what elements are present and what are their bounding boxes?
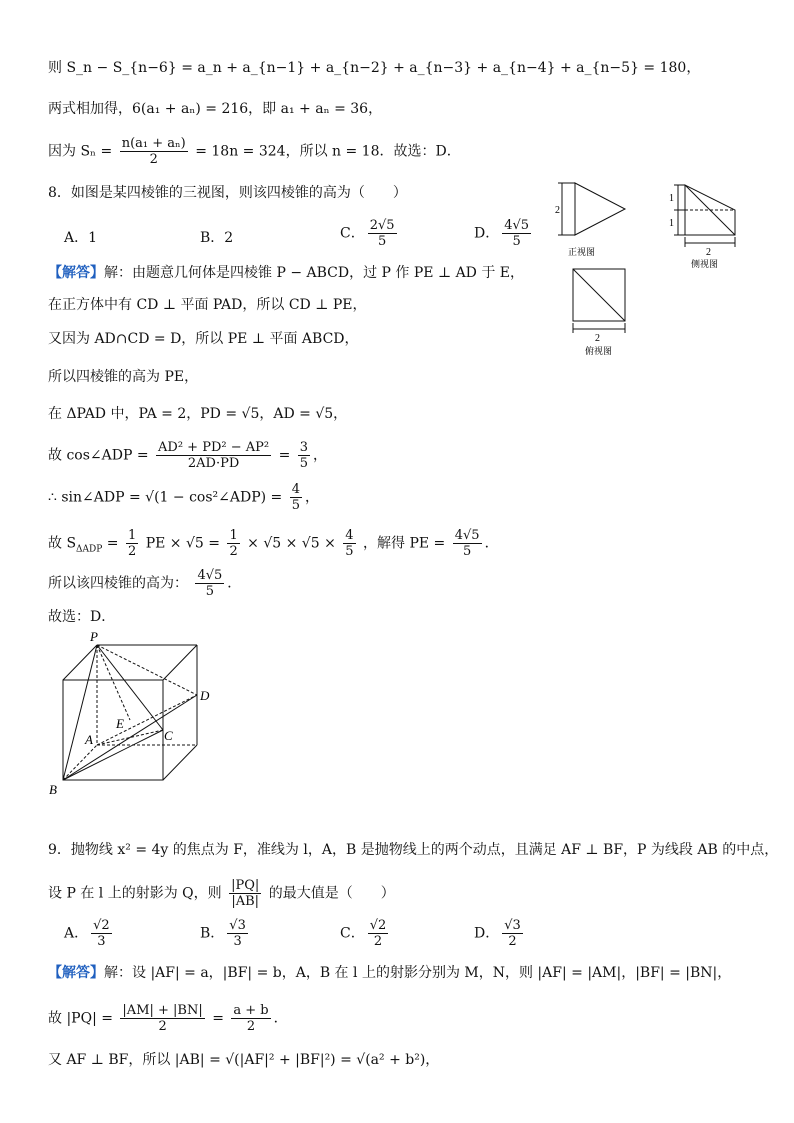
denominator: 2 (246, 1019, 256, 1034)
cube-pyramid-figure (40, 628, 230, 800)
text: ， (305, 489, 320, 506)
label: D． (474, 225, 500, 242)
answer-tag: 【解答】 (48, 265, 104, 281)
label: B． (200, 925, 225, 942)
side-dim-width-label: 2 (706, 247, 711, 258)
text: 两式相加得，6(a (48, 101, 155, 117)
fraction (368, 218, 397, 249)
denominator: 5 (291, 498, 301, 513)
numerator: √2 (93, 918, 110, 933)
equation-line-2 (48, 99, 382, 119)
solution-9-line-3: 又 AF ⊥ BF，所以 |AB| = √(|AF|² + |BF|²) = √(a² + b²)， (48, 1052, 440, 1068)
solution-line-2: 在正方体中有 CD ⊥ 平面 PAD，所以 CD ⊥ PE， (48, 297, 367, 313)
top-dim-label: 2 (595, 333, 600, 344)
denominator: 2 (158, 1019, 167, 1034)
side-dim-bottom-label: 1 (669, 218, 674, 229)
numerator: √2 (369, 918, 387, 933)
numerator: 4√5 (454, 528, 480, 543)
text: = (106, 535, 119, 552)
text: ₙ) = 216，即 a₁ + aₙ = 36， (189, 101, 383, 117)
text: 故 |PQ| = (48, 1010, 113, 1027)
numerator: 1 (229, 528, 238, 543)
text: PE × √5 = (145, 535, 220, 552)
solution-line-3: 又因为 AD∩CD = D，所以 PE ⊥ 平面 ABCD， (48, 331, 359, 347)
denominator: 5 (512, 234, 521, 249)
solution-line-4: 所以四棱锥的高为 PE， (48, 369, 199, 385)
text: ． (273, 1010, 288, 1027)
numerator: |AM| + |BN| (122, 1003, 203, 1018)
label: C． (340, 225, 365, 242)
denominator: 5 (377, 234, 387, 249)
numerator: 2√5 (369, 218, 395, 233)
text: ，解得 PE = (363, 535, 446, 552)
option-8d (474, 218, 534, 249)
fraction (120, 136, 188, 167)
text: ， (313, 447, 328, 464)
text: ∴ sin∠ADP = √(1 − cos²∠ADP) = (48, 489, 283, 506)
front-dim-label: 2 (555, 205, 560, 216)
numerator: 4 (291, 482, 301, 497)
text: 解：设 |AF| = a，|BF| = b，A，B 在 l 上的射影分别为 M，N，则 |AF| = |AM|，|BF| = |BN|， (104, 965, 732, 981)
denominator: 2 (373, 934, 383, 949)
numerator: 4√5 (504, 218, 530, 233)
solution-9-line-1 (48, 963, 731, 983)
solution-line-9 (48, 568, 241, 599)
solution-line-1 (48, 263, 524, 283)
denominator: 2 (229, 544, 238, 559)
side-dim-top-label: 1 (669, 193, 674, 204)
text: = (212, 1010, 224, 1027)
fraction (298, 440, 310, 471)
equation-line-1: 则 S_n − S_{n−6} = a_n + a_{n−1} + a_{n−2} + a_{n−3} + a_{n−4} + a_{n−5} = 180， (48, 60, 701, 76)
denominator: 2AD·PD (187, 456, 240, 471)
denominator: |AB| (231, 894, 260, 909)
solution-line-10: 故选：D． (48, 609, 116, 625)
numerator: |PQ| (231, 878, 260, 893)
top-view-caption: 俯视图 (585, 346, 613, 356)
numerator: AD² + PD² − AP² (158, 440, 270, 455)
text: 所以该四棱锥的高为： (48, 575, 188, 592)
text: 故 cos∠ADP = (48, 447, 149, 464)
fraction (195, 568, 224, 599)
fraction (91, 918, 112, 949)
text: ． (227, 575, 242, 592)
option-9a (64, 918, 115, 949)
label: C． (340, 925, 365, 942)
numerator: 3 (299, 440, 309, 455)
option-8b: B．2 (200, 230, 234, 246)
fraction (229, 878, 261, 909)
solution-line-6 (48, 440, 327, 471)
label-D: D (200, 688, 210, 703)
denominator: 5 (205, 584, 214, 599)
fraction (231, 1003, 270, 1034)
text: ． (484, 535, 499, 552)
text: 的最大值是（ ） (268, 885, 395, 902)
question-8: 8．如图是某四棱锥的三视图，则该四棱锥的高为（ ） (48, 185, 407, 201)
numerator: √3 (229, 918, 246, 933)
option-9c (340, 918, 391, 949)
option-9b (200, 918, 251, 949)
numerator: 4√5 (197, 568, 223, 583)
numerator: 4 (345, 528, 354, 543)
fraction (502, 218, 531, 249)
text: 解：由题意几何体是四棱锥 P − ABCD，过 P 作 PE ⊥ AD 于 E， (104, 265, 525, 281)
label-C: C (164, 728, 173, 743)
text: × √5 × √5 × (247, 535, 336, 552)
three-views-figure (545, 175, 755, 365)
label-A: A (85, 732, 93, 747)
option-9d (474, 918, 526, 949)
denominator: 2 (149, 152, 158, 167)
fraction (343, 528, 355, 559)
fraction (156, 440, 271, 471)
solution-line-5: 在 ΔPAD 中，PA = 2，PD = √5，AD = √5， (48, 406, 348, 422)
option-8c (340, 218, 400, 249)
label: D． (474, 925, 500, 942)
denominator: 5 (345, 544, 354, 559)
text: 设 P 在 l 上的射影为 Q，则 (48, 885, 222, 902)
subscript: ΔADP (76, 544, 103, 555)
text: = (278, 447, 291, 464)
denominator: 3 (97, 934, 106, 949)
equation-line-3 (48, 136, 461, 167)
question-9-line-1: 9．抛物线 x² = 4y 的焦点为 F，准线为 l，A，B 是抛物线上的两个动点，且满足 AF ⊥ BF，P 为线段 AB 的中点， (48, 842, 779, 858)
denominator: 2 (508, 934, 517, 949)
denominator: 5 (299, 456, 309, 471)
fraction (227, 918, 248, 949)
label-E: E (116, 716, 124, 731)
text: = 18n = 324，所以 n = 18．故选：D． (195, 143, 461, 160)
fraction (227, 528, 239, 559)
numerator: √3 (504, 918, 521, 933)
fraction (126, 528, 138, 559)
label-B: B (49, 782, 57, 797)
text: 故 S (48, 535, 77, 552)
side-view-caption: 侧视图 (691, 259, 719, 269)
text: 因为 Sₙ = (48, 143, 113, 160)
fraction (368, 918, 389, 949)
numerator: n(a₁ + aₙ) (121, 136, 186, 151)
fraction (120, 1003, 204, 1034)
front-view-caption: 正视图 (568, 247, 596, 257)
front-view-shape (575, 183, 625, 235)
text: ₁ + a (154, 101, 190, 117)
solution-9-line-2 (48, 1003, 288, 1034)
fraction (453, 528, 482, 559)
denominator: 5 (463, 544, 472, 559)
fraction (290, 482, 302, 513)
solution-line-8 (48, 528, 499, 559)
numerator: a + b (233, 1003, 269, 1018)
label: A． (64, 925, 89, 942)
denominator: 3 (233, 934, 242, 949)
solution-line-7 (48, 482, 319, 513)
answer-tag: 【解答】 (48, 965, 104, 981)
question-9-line-2 (48, 878, 395, 909)
option-8a: A．1 (64, 230, 98, 246)
denominator: 2 (127, 544, 137, 559)
fraction (502, 918, 523, 949)
label-P: P (90, 629, 98, 644)
numerator: 1 (127, 528, 137, 543)
